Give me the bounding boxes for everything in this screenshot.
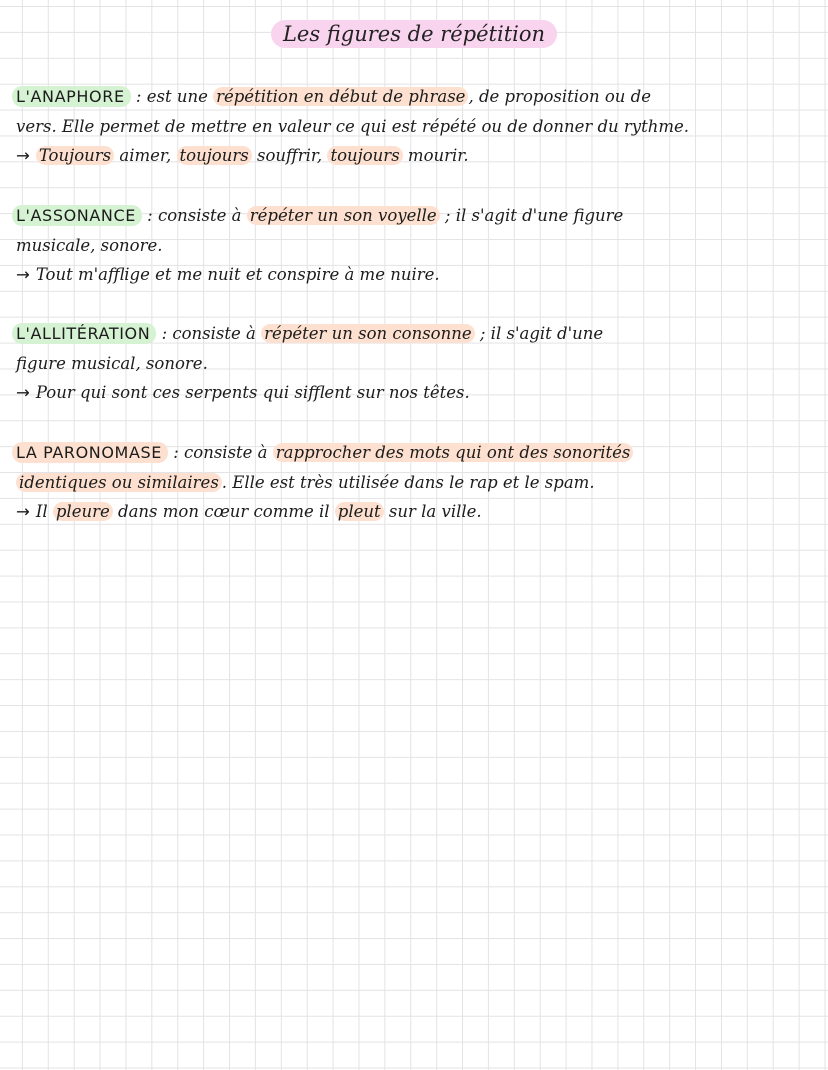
page-title: Les figures de répétition [271,20,557,48]
anaphore-example-text-3: mourir. [402,146,469,165]
paronomase-example-word-2: pleut [335,502,384,521]
assonance-highlight: répéter un son voyelle [247,206,440,225]
anaphore-example-word-1: Toujours [36,146,114,165]
alliteration-example-text: Pour qui sont ces serpents qui sifflent sur nos têtes. [35,383,470,402]
term-assonance: L'ASSONANCE [12,205,142,226]
anaphore-example-text-1: aimer, [114,146,177,165]
assonance-line-2: musicale, sonore. [16,235,163,255]
paronomase-highlight-1: rapprocher des mots qui ont des sonorités [273,443,634,462]
paronomase-text-b: . Elle est très utilisée dans le rap et le spam. [221,472,595,492]
paronomase-text-a: : consiste à [167,443,273,462]
section-anaphore [16,82,786,171]
assonance-example [16,260,786,290]
section-alliteration [16,319,786,408]
arrow-icon: → [16,383,30,402]
section-paronomase [16,438,786,527]
arrow-icon: → [16,265,30,284]
alliteration-text-b: ; il s'agit d'une [474,324,604,343]
alliteration-line-2: figure musical, sonore. [16,353,208,373]
alliteration-highlight: répéter un son consonne [261,324,475,343]
paronomase-highlight-2: identiques ou similaires [16,473,222,492]
anaphore-text-b: , de proposition ou de [468,87,651,106]
anaphore-example [16,141,786,171]
anaphore-line-2: vers. Elle permet de mettre en valeur ce qui est répété ou de donner du rythme. [16,116,690,136]
anaphore-example-word-2: toujours [177,146,252,165]
anaphore-example-word-3: toujours [327,146,402,165]
title-container [0,20,828,48]
term-alliteration: L'ALLITÉRATION [12,323,156,344]
anaphore-line-1 [16,82,786,112]
assonance-example-text: Tout m'afflige et me nuit et conspire à me nuire. [35,265,440,284]
alliteration-line-1 [16,319,786,349]
term-anaphore: L'ANAPHORE [12,86,131,107]
arrow-icon: → [16,502,30,521]
arrow-icon: → [16,146,30,165]
paronomase-line-1 [16,438,786,468]
paronomase-line-2 [16,468,786,498]
assonance-text-b: ; il s'agit d'une figure [439,206,624,225]
paronomase-example-word-1: pleure [53,502,113,521]
anaphore-example-text-2: souffrir, [251,146,328,165]
anaphore-text-a: : est une [130,87,214,106]
alliteration-example [16,378,786,408]
paronomase-example-text-c: sur la ville. [383,502,482,521]
term-paronomase: LA PARONOMASE [12,442,168,463]
anaphore-highlight: répétition en début de phrase [213,87,468,106]
alliteration-text-a: : consiste à [156,324,262,343]
paronomase-example-text-a: Il [35,502,53,521]
section-assonance [16,201,786,290]
paronomase-example-text-b: dans mon cœur comme il [112,502,335,521]
paronomase-example [16,497,786,527]
assonance-line-1 [16,201,786,231]
assonance-text-a: : consiste à [141,206,247,225]
